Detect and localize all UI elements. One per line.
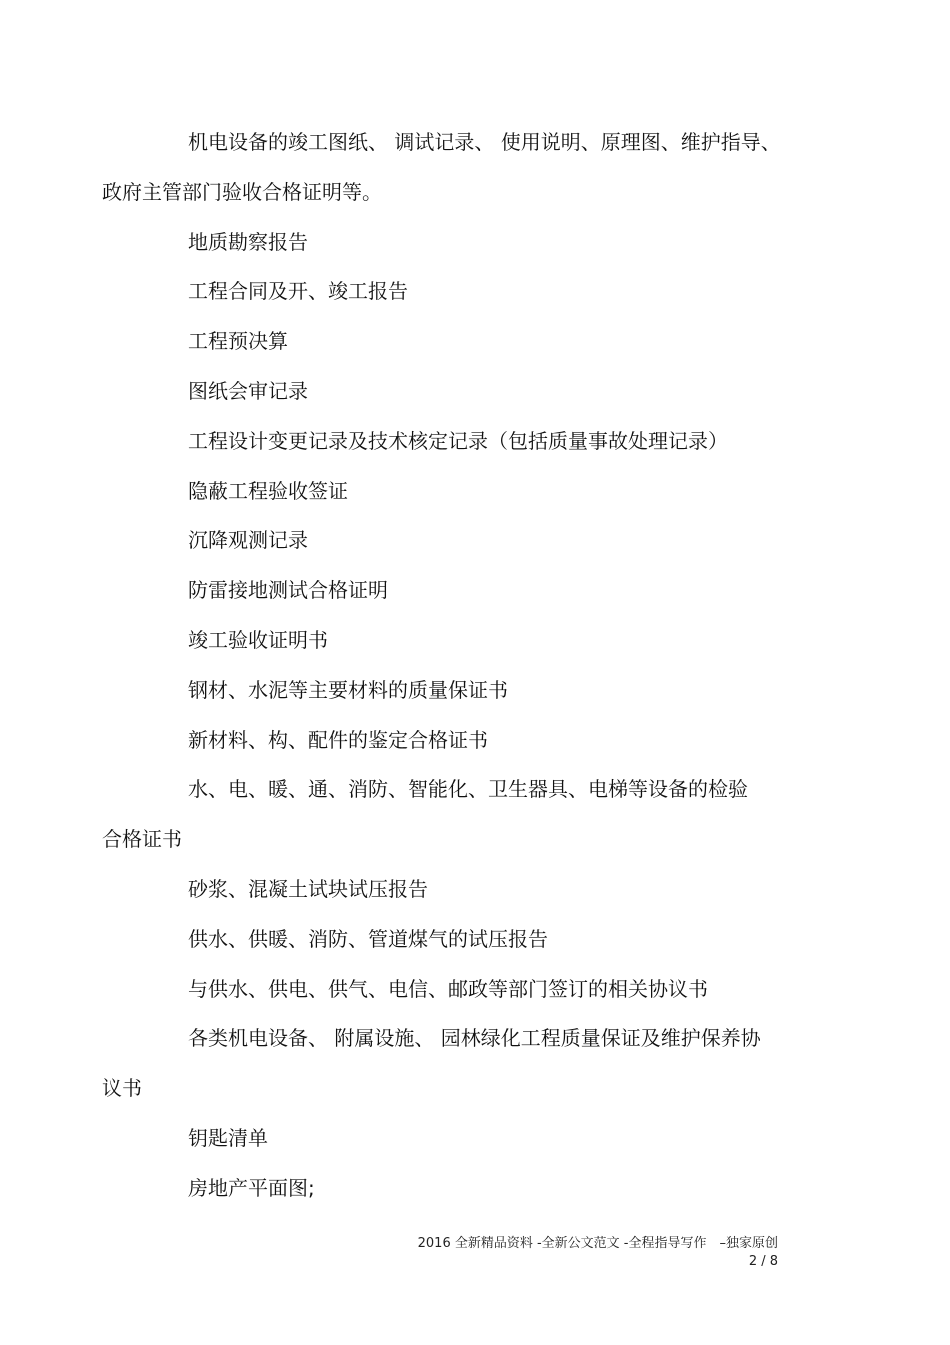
paragraph-line: 钥匙清单	[188, 1125, 268, 1150]
paragraph-line: 水、电、暖、通、消防、智能化、卫生器具、电梯等设备的检验	[188, 777, 748, 802]
paragraph	[145, 218, 810, 268]
paragraph-line: 竣工验收证明书	[188, 627, 328, 652]
paragraph-line: 政府主管部门验收合格证明等。	[102, 179, 382, 204]
paragraph-line: 议书	[102, 1076, 142, 1101]
paragraph-line: 钢材、水泥等主要材料的质量保证书	[188, 677, 508, 702]
paragraph	[145, 467, 810, 517]
document-body	[102, 118, 810, 1214]
paragraph-line: 沉降观测记录	[188, 528, 308, 553]
paragraph-line: 防雷接地测试合格证明	[188, 578, 388, 603]
paragraph	[145, 417, 810, 467]
paragraph	[102, 1014, 810, 1114]
paragraph	[145, 1114, 810, 1164]
paragraph-line: 合格证书	[102, 827, 182, 852]
paragraph	[145, 267, 810, 317]
paragraph-line: 工程合同及开、竣工报告	[188, 279, 408, 304]
paragraph-line: 图纸会审记录	[188, 378, 308, 403]
paragraph	[145, 1164, 810, 1214]
paragraph	[145, 566, 810, 616]
paragraph-line: 各类机电设备、 附属设施、 园林绿化工程质量保证及维护保养协	[188, 1026, 761, 1051]
paragraph-line: 房地产平面图;	[188, 1175, 315, 1200]
paragraph	[145, 915, 810, 965]
paragraph-line: 与供水、供电、供气、电信、邮政等部门签订的相关协议书	[188, 976, 708, 1001]
paragraph	[145, 367, 810, 417]
paragraph-line: 工程预决算	[188, 329, 288, 354]
paragraph-line: 隐蔽工程验收签证	[188, 478, 348, 503]
paragraph-line: 砂浆、混凝土试块试压报告	[188, 876, 428, 901]
paragraph	[145, 865, 810, 915]
paragraph	[145, 616, 810, 666]
paragraph-line: 供水、供暖、消防、管道煤气的试压报告	[188, 926, 548, 951]
paragraph	[145, 317, 810, 367]
paragraph	[145, 516, 810, 566]
paragraph	[145, 716, 810, 766]
paragraph	[145, 666, 810, 716]
paragraph	[145, 965, 810, 1015]
paragraph-line: 机电设备的竣工图纸、 调试记录、 使用说明、原理图、维护指导、	[188, 130, 781, 154]
paragraph-line: 新材料、构、配件的鉴定合格证书	[188, 727, 488, 752]
page-footer	[418, 1235, 778, 1271]
paragraph-line: 地质勘察报告	[188, 229, 308, 254]
paragraph-line: 工程设计变更记录及技术核定记录（包括质量事故处理记录）	[188, 428, 728, 453]
paragraph	[102, 765, 810, 865]
page-number: 2 / 8	[748, 1254, 778, 1269]
paragraph	[102, 118, 810, 218]
footer-text: 2016 全新精品资料 -全新公文范文 -全程指导写作 –独家原创	[417, 1236, 778, 1251]
